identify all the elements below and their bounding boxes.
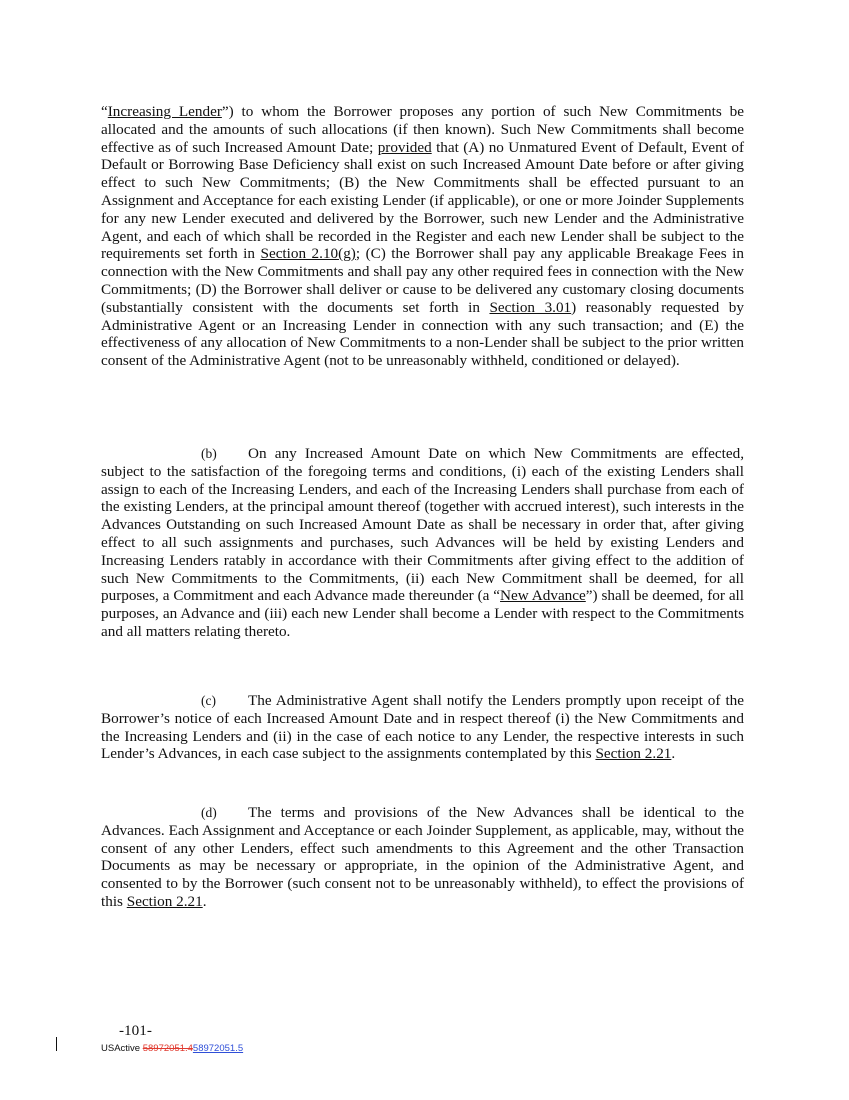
paragraph-a-continuation xyxy=(101,103,744,370)
paragraph-label-d: (d) xyxy=(201,805,217,820)
document-id-footer xyxy=(101,1040,243,1058)
text-run: The terms and provisions of the New Advances shall be identical to the Advances. Each Assignment and Acceptance or each Joinder Supplement, as applicable, may, without the consent of any other Lenders, effect such amendments to this Agreement and the other Transaction Documents as may be necessary or appropriate, in the opinion of the Administrative Agent, and consented to by the Borrower (such consent not to be unreasonably withheld), to effect the provisions of this xyxy=(101,804,744,910)
text-run: ) reasonably requested by Administrative Agent or an Increasing Lender in connection with any such transaction; and (E) the effectiveness of any allocation of New Commitments to a non-Lender shall be subject to the prior written consent of the Administrative Agent (not to be unreasonably withheld, conditioned or delayed). xyxy=(101,298,744,370)
section-ref-3-01: Section 3.01 xyxy=(489,298,572,316)
text-run: that (A) no Unmatured Event of Default, Event of Default or Borrowing Base Deficiency shall exist on such Increased Amount Date before or after giving effect to such New Commitments; (B) the New Commitments shall be effected pursuant to an Assignment and Acceptance for each existing Lender (if applicable), or one or more Joinder Supplements for any new Lender executed and delivered by the Borrower, such new Lender and the Administrative Agent, and each of which shall be recorded in the Register and each new Lender shall be subject to the requirements set forth in xyxy=(101,138,744,263)
text-run: ; (C) the Borrower shall pay any applicable Breakage Fees in connection with the New Commitments and shall pay any other required fees in connection with the New Commitments; (D) the Borrower shall deliver or cause to be delivered any customary closing documents (substantially consistent with the documents set forth in xyxy=(101,245,744,316)
section-ref-2-21: Section 2.21 xyxy=(126,892,203,910)
page-number: -101- xyxy=(119,1022,152,1039)
text-run: On any Increased Amount Date on which New Commitments are effected, subject to the satisfaction of the foregoing terms and conditions, (i) each of the existing Lenders shall assign to each of the Increasing Lenders, and each of the Increasing Lenders shall purchase from each of the existing Lenders, at the principal amount thereof (together with accrued interest), such interests in the Advances Outstanding on such Increased Amount Date as shall be necessary in order that, after giving effect to all such assignments and purchases, such Advances will be held by existing Lenders and Increasing Lenders ratably in accordance with their Commitments after giving effect to the addition of such New Commitments to the Commitments, (ii) each New Commitment shall be deemed, for all purposes, a Commitment and each Advance made thereunder (a “ xyxy=(101,445,744,605)
inserted-document-id: 58972051.5 xyxy=(192,1043,244,1054)
text-run: ”) shall be deemed, for all purposes, an Advance and (iii) each new Lender shall become a Lender with respect to the Commitments and all matters relating thereto. xyxy=(101,587,744,640)
paragraph-label-c: (c) xyxy=(201,693,216,708)
paragraph-b xyxy=(101,445,744,641)
defined-term-increasing-lender: Increasing Lender xyxy=(107,103,222,120)
text-run: . xyxy=(671,745,676,763)
paragraph-label-b: (b) xyxy=(201,446,217,461)
text-run: “ xyxy=(101,103,108,120)
paragraph-d xyxy=(101,804,744,911)
defined-term-new-advance: New Advance xyxy=(500,587,586,605)
text-run: ”) to whom the Borrower proposes any portion of such New Commitments be allocated and the amounts of such allocations (if then known). Such New Commitments shall become effective as of such Increased Amount Date; xyxy=(101,103,744,156)
term-provided: provided xyxy=(377,138,432,156)
text-run: . xyxy=(202,892,207,910)
paragraph-c xyxy=(101,692,744,763)
footer-prefix: USActive xyxy=(101,1043,143,1054)
revision-change-bar xyxy=(56,1037,57,1051)
deleted-document-id: 58972051.4 xyxy=(142,1043,193,1054)
text-run: The Administrative Agent shall notify the Lenders promptly upon receipt of the Borrower’s notice of each Increased Amount Date and in respect thereof (i) the New Commitments and the Increasing Lenders and (ii) in the case of each notice to any Lender, the respective interests in such Lender’s Advances, in each case subject to the assignments contemplated by this xyxy=(101,692,744,763)
section-ref-2-21: Section 2.21 xyxy=(595,745,672,763)
section-ref-2-10-g: Section 2.10(g) xyxy=(260,245,356,263)
